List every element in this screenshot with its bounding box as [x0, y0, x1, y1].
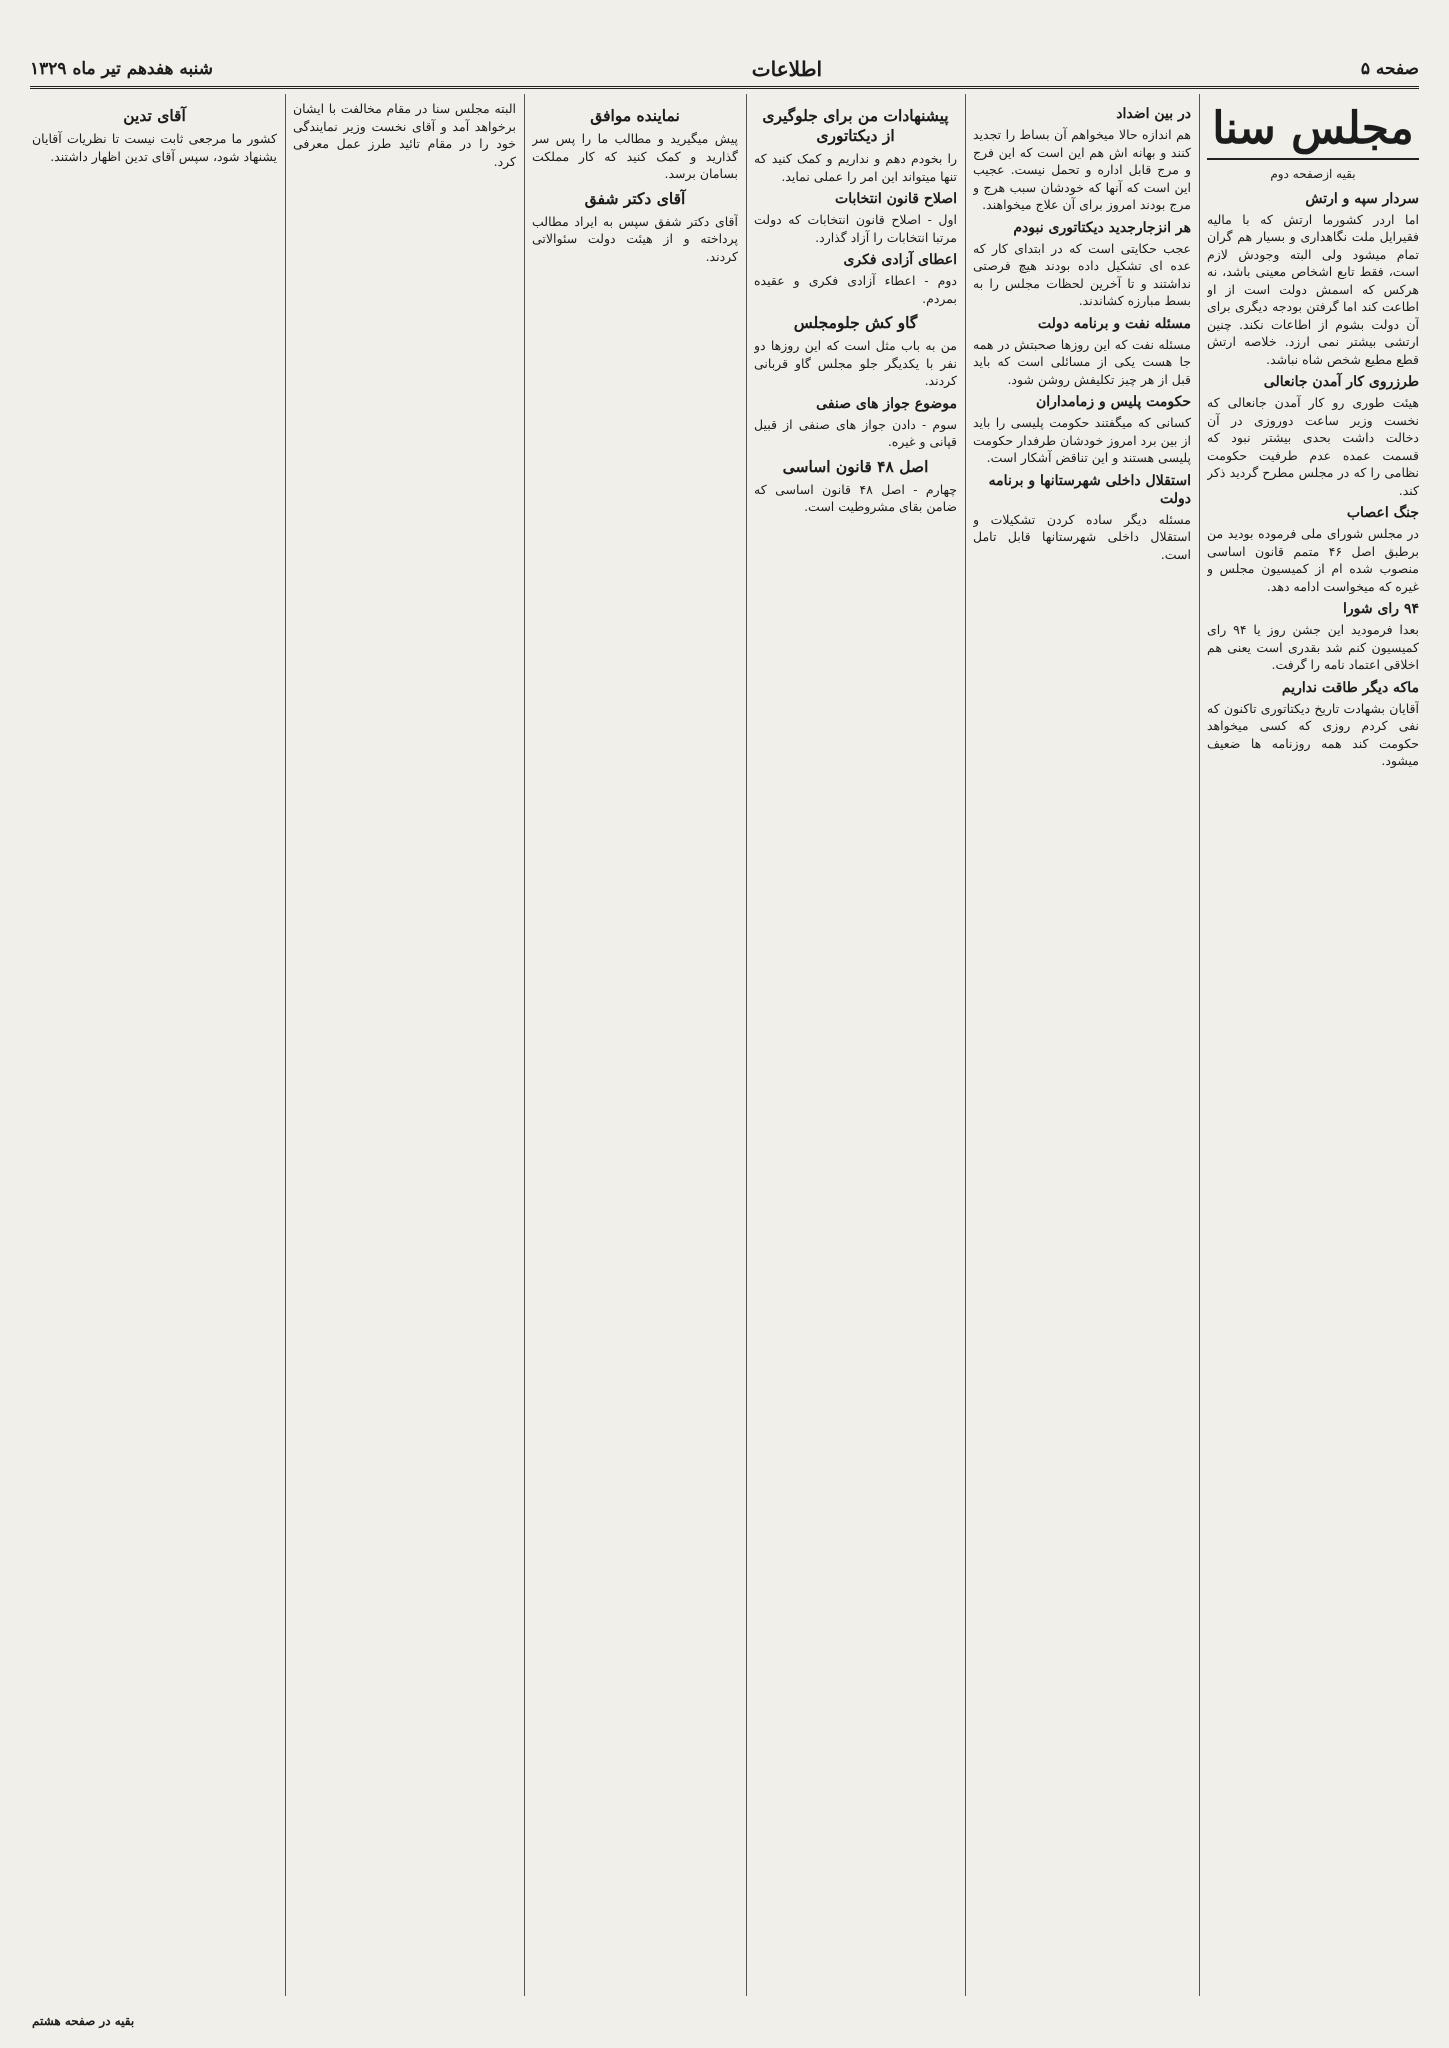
- section-text: اما اردر کشورما ارتش که با مالیه فقیرایل ملت نگاهداری و بسیار هم گران تمام میشود ولی البته وجودش لازم است، فقط تابع اشخاص معینی باشد، نه هرکس که اسمش دولت است از او اطاعت کند اما گرفتن بودجه دیگری برای آن دولت بشوم از اطاعات نکند. چنین ارتشی بیشتر نمی ارزد. خلاصه ارتش قطع مطیع شخص شاه نباشد.: [1207, 211, 1419, 367]
- section-heading: گاو کش جلومجلس: [793, 313, 918, 332]
- section-text: کسانی که میگفتند حکومت پلیسی را باید از بین برد امروز خودشان طرفدار حکومت پلیسی هستند و این تناقض آشکار است.: [973, 415, 1191, 465]
- issue-date: شنبه هفدهم تیر ماه ۱۳۲۹: [30, 59, 214, 79]
- section-heading: ۹۴ رای شورا: [1342, 601, 1419, 617]
- section-text: آقایان بشهادت تاریخ دیکتاتوری تاکنون که نفی کردم روزی که کسی میخواهد حکومت کند همه روزنامه ها ضعیف میشود.: [1207, 700, 1419, 768]
- section-text: سوم - دادن جواز های صنفی از قبیل قپانی و غیره.: [754, 416, 957, 449]
- masthead: [30, 52, 1419, 89]
- section-text: کشور ما مرجعی ثابت نیست تا نظریات آقایان یشنهاد شود، سپس آقای تدین اظهار داشتند.: [32, 131, 277, 164]
- section-text: پیش میگیرید و مطالب ما را پس سر گذارید و کمک کنید که کار مملکت بسامان برسد.: [532, 131, 738, 181]
- section-text: من به باب مثل است که این روزها دو نفر با یکدیگر جلو مجلس گاو قربانی کردند.: [754, 338, 957, 388]
- section-text: مسئله نفت که این روزها صحبتش در همه جا هست یکی از مسائلی است که باید قبل از هر چیز تکلیفش روشن شود.: [973, 336, 1191, 387]
- column-3: [754, 100, 957, 1990]
- section-text: دوم - اعطاء آزادی فکری و عقیده بمردم.: [754, 273, 957, 306]
- section-heading: اصل ۴۸ قانون اساسی: [782, 456, 929, 476]
- section-text: البته مجلس سنا در مقام مخالفت با ایشان برخواهد آمد و آقای نخست وزیر نمایندگی خود را در مقام تائید طرز عمل معرفی کرد.: [293, 101, 516, 169]
- column-1: [1207, 100, 1419, 1990]
- section-text: اول - اصلاح قانون انتخابات که دولت مرتبا انتخابات را آزاد گذارد.: [754, 212, 957, 245]
- section-heading: حکومت پلیس و زمامداران: [1035, 394, 1191, 410]
- section-text: بعدا فرمودید این جشن روز یا ۹۴ رای کمیسیون کنم شد بقدری است یعنی هم اخلاقی اعتماد نامه را گرفت.: [1207, 622, 1419, 672]
- section-heading: آقای دکتر شفق: [584, 188, 686, 208]
- section-heading: در بین اضداد: [1116, 106, 1191, 122]
- section-heading: هر انزجارجدید دیکتاتوری نبودم: [1013, 219, 1191, 236]
- section-text: عجب حکایتی است که در ابتدای کار که عده ای تشکیل داده بودند هیچ فرصتی نداشتند و تا آخرین لحظات مجلس را به بسط مبارزه کشاندند.: [973, 240, 1191, 308]
- section-heading: پیشنهادات من برای جلوگیری از دیکتاتوری: [762, 106, 949, 145]
- section-heading: موضوع جواز های صنفی: [816, 395, 957, 412]
- section-text: هیئت طوری رو کار آمدن جانعالی که نخست وزیر ساعت دوروزی در آن دخالت داشت بحدی بیشتر نبود که قسمت عمده عدم طرفیت حکومت نظامی را که در مجلس مطرح گردید ذکر کند.: [1207, 395, 1419, 498]
- column-6: [32, 100, 277, 1990]
- page-number: صفحه ۵: [1360, 59, 1419, 79]
- section-heading: مسئله نفت و برنامه دولت: [1037, 315, 1191, 332]
- section-text: را بخودم دهم و نداریم و کمک کنید که تنها میتواند این امر را عملی نماید.: [754, 151, 957, 184]
- section-heading: اصلاح قانون انتخابات: [835, 191, 957, 207]
- section-heading: جنگ اعصاب: [1346, 505, 1419, 521]
- section-heading: استقلال داخلی شهرستانها و برنامه دولت: [988, 472, 1191, 507]
- column-divider: [524, 94, 525, 1996]
- section-heading: نماینده موافق: [590, 106, 680, 125]
- article-title: مجلس سنا: [1207, 100, 1419, 160]
- section-text: چهارم - اصل ۴۸ قانون اساسی که ضامن بقای مشروطیت است.: [754, 481, 957, 514]
- column-divider: [1199, 94, 1200, 1996]
- column-4: [532, 100, 738, 1990]
- column-2: [973, 100, 1191, 1990]
- column-5: [293, 100, 516, 1990]
- section-text: مسئله دیگر ساده کردن تشکیلات و استقلال داخلی شهرستانها قابل تامل است.: [973, 511, 1191, 562]
- column-divider: [285, 94, 286, 1996]
- section-heading: آقای تدین: [123, 106, 186, 125]
- continued-note: بقیه ازصفحه دوم: [1270, 167, 1356, 181]
- section-heading: اعطای آزادی فکری: [843, 252, 957, 268]
- section-text: هم اندازه حالا میخواهم آن بساط را تجدید کنند و بهانه اش هم این است که این فرج و مرج قابل اداره و تحمل نیست. عجیب این است که آنها که خودشان سبب هرج و مرج بودند امروز برای آن علاج میخواهند.: [973, 127, 1191, 212]
- section-heading: سردار سپه و ارتش: [1305, 190, 1419, 207]
- newspaper-name: اطلاعات: [751, 57, 823, 81]
- column-divider: [965, 94, 966, 1996]
- section-text: در مجلس شورای ملی فرموده بودید من برطبق اصل ۴۶ متمم قانون اساسی منصوب شده ام از کمیسیون مجلس و غیره که میخواست ادامه دهد.: [1207, 526, 1419, 594]
- continued-footer: بقیه در صفحه هشتم: [32, 2014, 135, 2028]
- column-divider: [746, 94, 747, 1996]
- section-heading: طرزروی کار آمدن جانعالی: [1263, 374, 1419, 390]
- section-text: آقای دکتر شفق سپس به ایراد مطالب پرداخته و از هیئت دولت سئوالاتی کردند.: [532, 213, 738, 264]
- section-heading: ماکه دیگر طاقت نداریم: [1281, 679, 1419, 696]
